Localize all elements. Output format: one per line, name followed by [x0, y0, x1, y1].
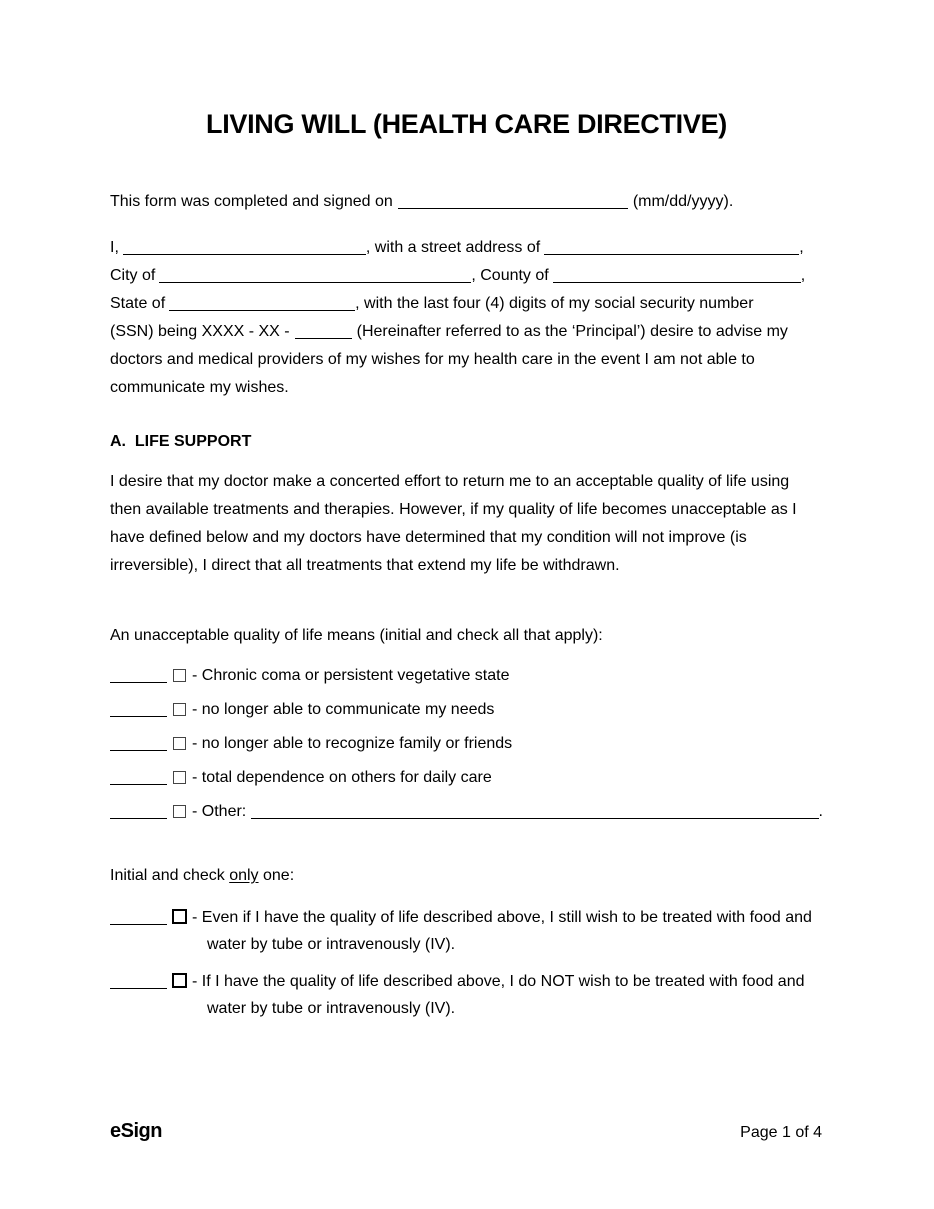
- quality-item-communicate-needs: [110, 696, 823, 724]
- intro-text: State of: [110, 295, 166, 312]
- intro-text: , with the last four (4) digits of my social security number: [355, 295, 754, 312]
- principal-line-1: [110, 234, 823, 262]
- checkbox-icon[interactable]: [172, 973, 187, 988]
- initials-field[interactable]: [110, 968, 167, 989]
- only-one-intro-text: one:: [258, 867, 295, 884]
- intro-text: (SSN) being XXXX - XX -: [110, 323, 290, 340]
- principal-info-paragraph: [110, 234, 823, 402]
- signed-date-format-hint: (mm/dd/yyyy).: [632, 193, 734, 210]
- page-footer: [110, 1120, 822, 1143]
- signed-date-field[interactable]: [398, 195, 628, 209]
- checkbox-icon[interactable]: [173, 737, 186, 750]
- initials-field[interactable]: [110, 805, 167, 819]
- initials-field[interactable]: [110, 737, 167, 751]
- principal-line-4: [110, 318, 823, 346]
- intro-text: , with a street address of: [365, 239, 541, 256]
- quality-item-label: - Chronic coma or persistent vegetative state: [192, 667, 510, 684]
- page-title: LIVING WILL (HEALTH CARE DIRECTIVE): [206, 109, 727, 139]
- checkbox-icon[interactable]: [172, 909, 187, 924]
- quality-item-total-dependence: [110, 764, 823, 792]
- checkbox-icon[interactable]: [173, 805, 186, 818]
- page-number: Page 1 of 4: [740, 1124, 822, 1141]
- principal-line-3: [110, 290, 823, 318]
- principal-name-field[interactable]: [123, 241, 366, 255]
- only-one-item-label: - Even if I have the quality of life described above, I still wish to be treated with food and water by tube or intravenously (IV).: [192, 909, 812, 953]
- only-one-intro-text: Initial and check: [110, 867, 230, 884]
- intro-text: (Hereinafter referred to as the ‘Principal’) desire to advise my: [356, 323, 788, 340]
- section-a-heading: A. LIFE SUPPORT: [110, 433, 252, 450]
- intro-text: I,: [110, 239, 119, 256]
- initials-field[interactable]: [110, 904, 167, 925]
- state-field[interactable]: [169, 297, 355, 311]
- intro-text: ,: [799, 239, 804, 256]
- only-one-item-feed-no: [110, 968, 823, 1022]
- county-field[interactable]: [553, 269, 801, 283]
- intro-text: communicate my wishes.: [110, 379, 289, 396]
- street-address-field[interactable]: [544, 241, 799, 255]
- intro-text: doctors and medical providers of my wishes for my health care in the event I am not able to: [110, 351, 755, 368]
- esign-logo: eSign: [110, 1120, 162, 1142]
- principal-line-6: [110, 374, 823, 402]
- only-one-list: [110, 904, 823, 1022]
- quality-item-period: .: [818, 803, 823, 820]
- quality-item-chronic-coma: [110, 662, 823, 690]
- quality-list-intro: An unacceptable quality of life means (initial and check all that apply):: [110, 627, 603, 644]
- intro-text: City of: [110, 267, 156, 284]
- quality-item-label: - Other:: [192, 803, 247, 820]
- quality-item-other: [110, 798, 823, 826]
- checkbox-icon[interactable]: [173, 669, 186, 682]
- initials-field[interactable]: [110, 703, 167, 717]
- section-a-body: I desire that my doctor make a concerted effort to return me to an acceptable quality of life using then available treatments and therapies. However, if my quality of life becomes unacceptable as I have defined below and my doctors have determined that my condition will not improve (is irreversible), I direct that all treatments that extend my life be withdrawn.: [110, 473, 797, 574]
- principal-line-5: [110, 346, 823, 374]
- ssn-last-four-field[interactable]: [295, 325, 352, 339]
- intro-text: ,: [800, 267, 806, 284]
- checkbox-icon[interactable]: [173, 771, 186, 784]
- city-field[interactable]: [159, 269, 471, 283]
- other-description-field[interactable]: [251, 805, 818, 819]
- signed-date-label: This form was completed and signed on: [110, 193, 393, 210]
- intro-text: , County of: [471, 267, 549, 284]
- only-one-item-feed-yes: [110, 904, 823, 958]
- only-one-intro-underlined: only: [229, 867, 259, 884]
- only-one-item-label: - If I have the quality of life described above, I do NOT wish to be treated with food and water by tube or intravenously (IV).: [192, 973, 805, 1017]
- quality-item-label: - no longer able to communicate my needs: [192, 701, 495, 718]
- quality-item-recognize-family: [110, 730, 823, 758]
- quality-item-label: - total dependence on others for daily care: [192, 769, 492, 786]
- signed-date-line: [110, 188, 823, 216]
- initials-field[interactable]: [110, 771, 167, 785]
- quality-checklist: [110, 662, 823, 826]
- initials-field[interactable]: [110, 669, 167, 683]
- principal-line-2: [110, 262, 823, 290]
- quality-item-label: - no longer able to recognize family or friends: [192, 735, 513, 752]
- checkbox-icon[interactable]: [173, 703, 186, 716]
- only-one-intro: [110, 862, 823, 890]
